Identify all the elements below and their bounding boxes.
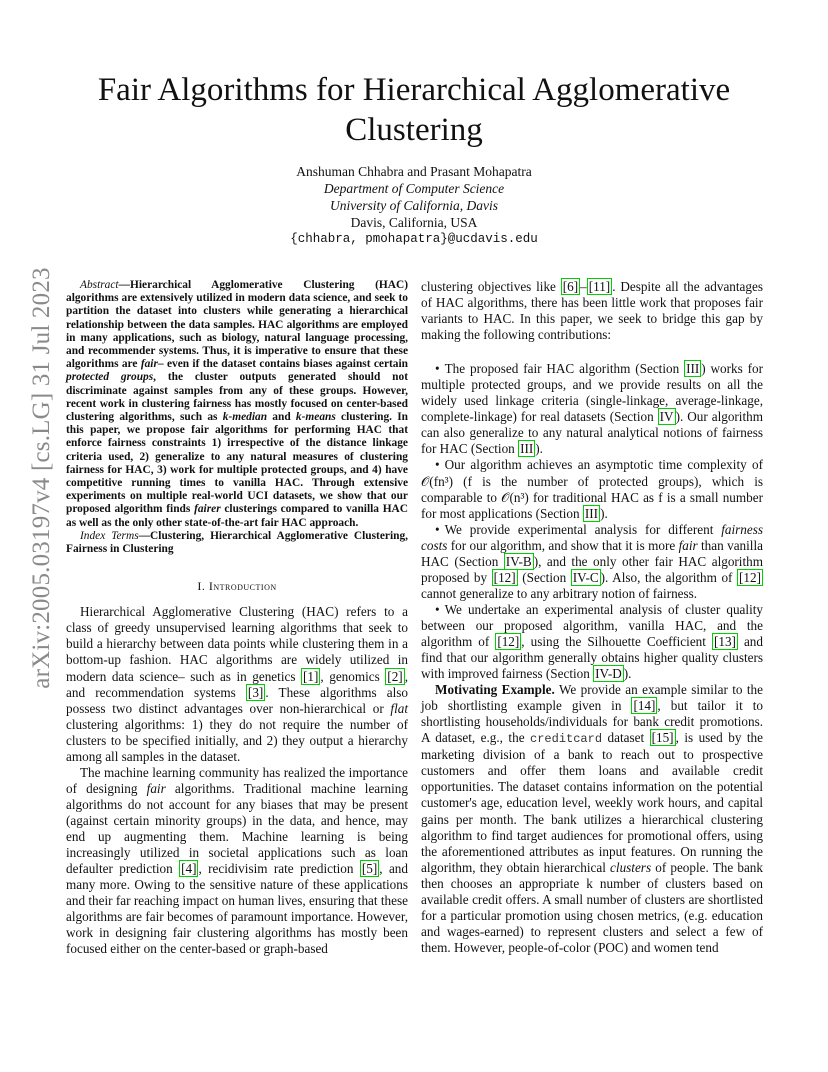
arxiv-identifier: arXiv:2005.03197v4 [cs.LG] 31 Jul 2023 [28,267,55,689]
paragraph-fair: fair [678,537,698,553]
citation-link[interactable]: [15] [651,730,674,746]
contribution-item [421,361,763,457]
abstract-protected-groups: protected groups [66,371,154,384]
citation-link[interactable]: [12] [497,633,520,649]
paragraph-text: , is used by the marketing division of a bank to reach out to prospective customers and offer them loans and available credit opportunities. The dataset contains information on the potential customer's age, education level, weekly work hours, and capital gains per month. The bank utilizes a hierarchical clustering algorithm to find target audiences for promotional offers, using the aforementioned attributes as input features. On running the algorithm, they obtain hierarchical [421,730,763,875]
paragraph-text: . Despite all the advantages of HAC algorithms, there has been little work that proposes fair variants to HAC. In this paper, we seek to bridge this gap by making the following contributions: [421,279,763,343]
paragraph-text: We provide experimental analysis for different [444,521,722,537]
index-terms-label: Index Terms [80,529,139,542]
abstract-fairer: fairer [194,503,221,516]
section-link[interactable]: IV-D [595,666,622,682]
abstract-text: clusterings compared to vanilla HAC as well as the only other state-of-the-art fair HAC approach. [66,503,408,529]
abstract-text: Hierarchical Agglomerative Clustering (HAC) algorithms are extensively utilized in modern data science, and seek to partition the dataset into clusters while generating a hierarchical relationship between the data samples. HAC algorithms are employed in many applications, such as biology, natural language processing, and recommender systems. Thus, it is imperative to ensure that these algorithms are [66,279,408,371]
paragraph-text: , but tailor it to shortlisting households/individuals for bank credit promotions. A dataset, e.g., the [421,698,763,746]
paragraph-text: ). Also, the algorithm of [600,569,738,585]
citation-link[interactable]: [12] [739,569,761,585]
author-location: Davis, California, USA [350,215,478,230]
abstract-kmeans: k-means [295,411,336,424]
citation-link[interactable]: [3] [247,684,264,700]
paragraph-text: , genomics [320,668,386,684]
citation-link[interactable]: [2] [387,668,403,684]
paragraph-text: , and many more. Owing to the sensitive nature of these applications and their far reaching impact on human lives, ensuring that these algorithms are fair becomes of paramount importance. However, work in designing fair clustering algorithms has mostly been focused either on the center-based or graph-based [66,861,408,957]
paragraph-fairness-costs: fairness costs [421,521,763,553]
author-university: University of California, Davis [330,198,498,213]
contribution-item [421,457,763,521]
abstract-fair: fair [140,358,158,371]
paragraph-text: We undertake an experimental analysis of cluster quality between our proposed algorithm, vanilla HAC, and the algorithm of [421,601,763,649]
paragraph-text: than vanilla HAC (Section [421,537,763,569]
section-heading-introduction: I. Introduction [197,579,277,594]
abstract-sep: — [118,279,130,291]
section-link[interactable]: IV [659,409,674,425]
paragraph-flat: flat [390,700,408,716]
paragraph-text: , using the Silhouette Coefficient [521,633,712,649]
intro-paragraph-1 [66,604,408,764]
citation-link[interactable]: [5] [361,861,378,877]
contributions-list [421,361,763,682]
citation-link[interactable]: [14] [633,698,656,714]
section-link[interactable]: III [686,361,700,377]
author-names: Anshuman Chhabra and Prasant Mohapatra [296,164,532,179]
section-link[interactable]: III [520,441,534,457]
paragraph-text: dataset [602,730,650,746]
abstract-text: clustering. In this paper, we propose fair algorithms for performing HAC that enforce fairness constraints 1) irrespective of the distance linkage criteria used, 2) generalize to any natural measures of clustering fairness for HAC, 3) work for multiple protected groups, and 4) have competitive running times to vanilla HAC. Through extensive experiments on multiple real-world UCI datasets, we show that our proposed algorithm finds [66,411,408,516]
paragraph-text: (Section [517,569,571,585]
motivating-example-heading: Motivating Example. [435,682,555,698]
section-link[interactable]: IV-B [505,553,532,569]
paragraph-text: – [580,279,587,294]
paragraph-text: ). Our algorithm can also generalize to any natural analytical notions of fairness for HAC (Section [421,409,763,457]
paragraph-text: , and recommendation systems [66,668,408,700]
paragraph-text: ) works for multiple protected groups, and we provide results on all the widely used linkage criteria (single-linkage, average-linkage, complete-linkage) for real datasets (Section [421,361,763,425]
paragraph-clusters: clusters [610,859,652,875]
author-block [64,163,764,248]
paragraph-text: Hierarchical Agglomerative Clustering (HAC) refers to a class of greedy unsupervised learning algorithms that seek to build a hierarchy between data points while clustering them in a bottom-up fashion. HAC algorithms are widely utilized in modern data science– such as in genetics [66,604,408,684]
paragraph-text: clustering objectives like [421,279,561,294]
citation-link[interactable]: [6] [562,279,579,294]
paragraph-text: of people. The bank then chooses an appropriate k number of clusters based on available credit offers. A small number of clusters are shortlisted for a particular promotion using chosen metrics, (e.g. education and wages-earned) to represent clusters and select a few of them. However, people-of-color (POC) and women tend [421,859,763,955]
paragraph-text: for our algorithm, and show that it is more [447,537,679,553]
index-terms [66,530,408,556]
contribution-item [421,522,763,602]
paragraph-text: clustering algorithms: 1) they do not require the number of clusters to be specified initially, and 2) they output a hierarchy among all samples in the dataset. [66,716,408,764]
paragraph-text: . These algorithms also possess two distinct advantages over non-hierarchical or [66,684,409,716]
abstract-text: , the cluster outputs generated should not discriminate against samples from any of these groups. However, recent work in clustering fairness has mostly focused on center-based clustering algorithms, such as [66,371,408,424]
abstract-text: and [267,411,296,424]
abstract [66,279,408,530]
paragraph-text: , recidivisim rate prediction [198,861,360,877]
index-terms-sep: — [138,529,151,542]
right-column [421,279,763,956]
paragraph-text: The proposed fair HAC algorithm (Section [444,361,685,377]
paragraph-text: ). [535,441,543,457]
citation-link[interactable]: [11] [588,279,611,294]
paragraph-text: cannot generalize to any arbitrary notion of fairness. [421,585,698,601]
citation-link[interactable]: [13] [713,633,736,649]
intro-paragraph-2 [66,765,408,958]
motivating-example-paragraph [421,682,763,956]
section-link[interactable]: III [584,505,599,521]
index-terms-text: Clustering, Hierarchical Agglomerative Clustering, Fairness in Clustering [66,529,408,556]
paragraph-text: and find that our algorithm generally obtains higher quality clusters with improved fairness (Section [421,633,763,682]
citation-link[interactable]: [12] [493,569,516,585]
paragraph-text: ). [623,666,632,682]
paragraph-text: ). [600,505,608,521]
paragraph-text: ), and the only other fair HAC algorithm proposed by [421,553,763,585]
citation-link[interactable]: [1] [303,668,319,684]
contribution-item [421,602,763,682]
abstract-kmedian: k-median [222,411,268,424]
contributions-intro [421,279,763,343]
paragraph-text: Our algorithm achieves an asymptotic time complexity of 𝒪(fn³) (f is the number of protected groups), which is comparable to 𝒪(n³) for traditional HAC as f is a small number for most applications (Section [421,457,763,521]
paragraph-text: We provide an example similar to the job shortlisting example given in [421,682,763,714]
paragraph-fair: fair [146,780,166,796]
paragraph-text: The machine learning community has realized the importance of designing [66,764,408,796]
left-column [66,279,408,957]
abstract-label: Abstract [80,279,119,291]
author-email: {chhabra, pmohapatra}@ucdavis.edu [290,232,538,246]
paper-title: Fair Algorithms for Hierarchical Agglomerative Clustering [97,72,731,148]
dataset-name: creditcard [530,732,603,747]
citation-link[interactable]: [4] [181,861,197,877]
author-department: Department of Computer Science [323,181,505,196]
paragraph-text: algorithms. Traditional machine learning algorithms do not account for any biases that may be present (against certain minority groups) in the data, and hence, may end up augmenting them. Machine learning is being increasingly utilized in societal applications such as loan defaulter prediction [66,780,408,877]
section-link[interactable]: IV-C [572,569,599,585]
abstract-text: – even if the dataset contains biases against certain [157,358,408,371]
